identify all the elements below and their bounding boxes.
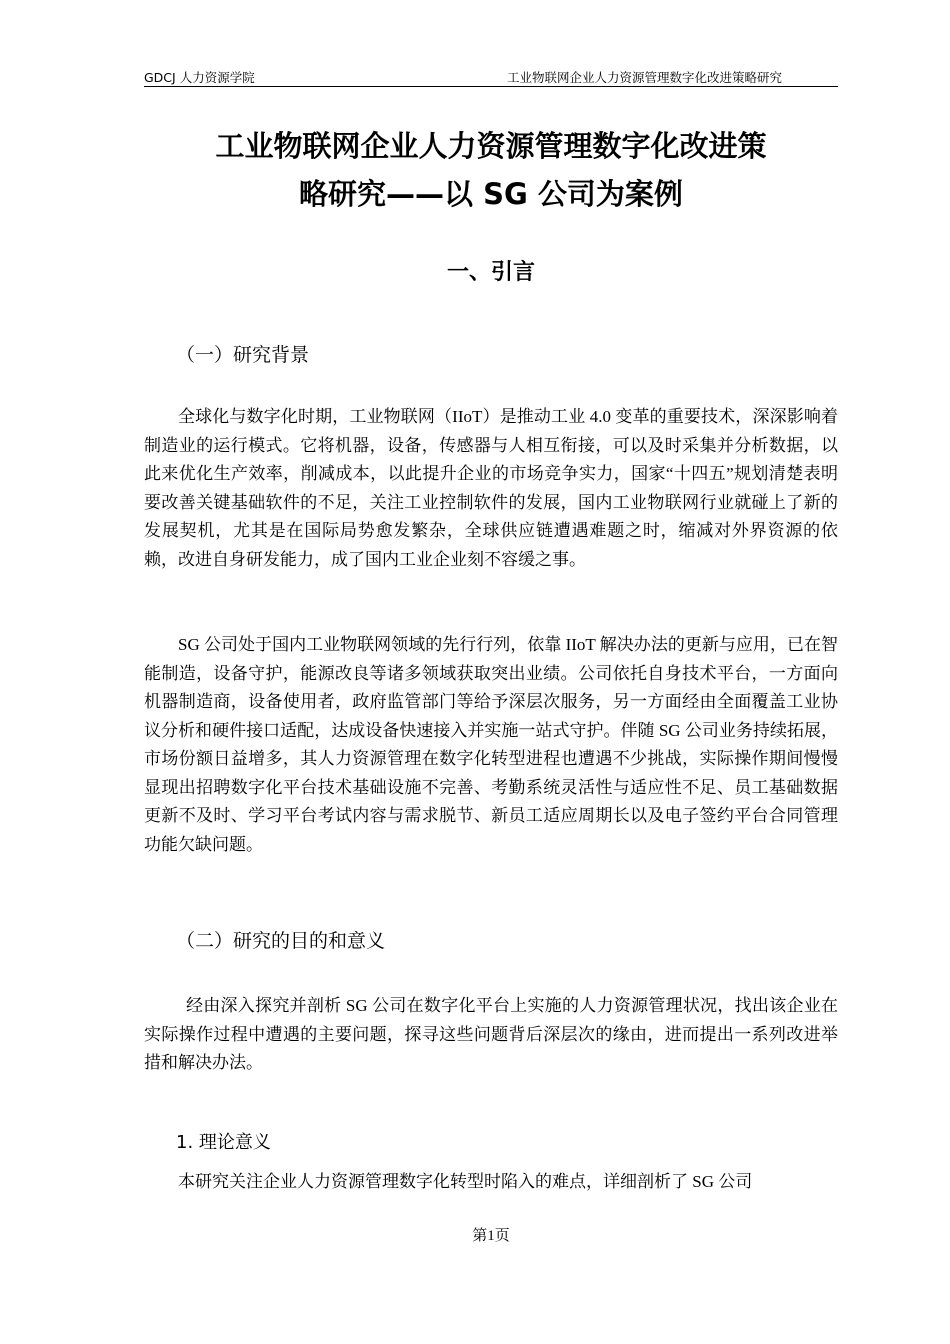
purpose-paragraph: 经由深入探究并剖析 SG 公司在数字化平台上实施的人力资源管理状况，找出该企业在实际操作过程中遭遇的主要问题，探寻这些问题背后深层次的缘由，进而提出一系列改进举措和解决办法。 xyxy=(144,996,838,1072)
paper-title-line-2: 略研究——以 SG 公司为案例 xyxy=(299,177,683,211)
section-heading-introduction: 一、引言 xyxy=(446,260,535,285)
page-header xyxy=(144,66,838,87)
header-running-title: 工业物联网企业人力资源管理数字化改进策略研究 xyxy=(506,70,782,85)
paper-title-line-1: 工业物联网企业人力资源管理数字化改进策 xyxy=(215,129,767,163)
background-paragraph-2: SG 公司处于国内工业物联网领域的先行行列，依靠 IIoT 解决办法的更新与应用，已在智能制造，设备守护，能源改良等诸多领域获取突出业绩。公司依托自身技术平台，一方面向机器制造商，设备使用者，政府监管部门等给予深层次服务，另一方面经由全面覆盖工业协议分析和硬件接口适配，达成设备快速接入并实施一站式守护。伴随 SG 公司业务持续拓展，市场份额日益增多，其人力资源管理在数字化转型进程也遭遇不少挑战，实际操作期间慢慢显现出招聘数字化平台技术基础设施不完善、考勤系统灵活性与适应性不足、员工基础数据更新不及时、学习平台考试内容与需求脱节、新员工适应周期长以及电子签约平台合同管理功能欠缺问题。 xyxy=(144,635,838,854)
page-number: 第1页 xyxy=(472,1228,510,1244)
subsection-heading-purpose: （二）研究的目的和意义 xyxy=(176,930,386,952)
paper-title xyxy=(144,122,838,218)
header-institution: GDCJ 人力资源学院 xyxy=(144,70,255,85)
subsection-heading-background: （一）研究背景 xyxy=(176,344,310,366)
theoretical-significance-paragraph: 本研究关注企业人力资源管理数字化转型时陷入的难点，详细剖析了 SG 公司 xyxy=(178,1172,753,1191)
item-heading-theoretical-significance: 1. 理论意义 xyxy=(176,1132,271,1153)
background-paragraph-1: 全球化与数字化时期，工业物联网（IIoT）是推动工业 4.0 变革的重要技术，深深影响着制造业的运行模式。它将机器，设备，传感器与人相互衔接，可以及时采集并分析数据，以此来优化生产效率，削减成本，以此提升企业的市场竞争实力，国家“十四五”规划清楚表明要改善关键基础软件的不足，关注工业控制软件的发展，国内工业物联网行业就碰上了新的发展契机，尤其是在国际局势愈发繁杂，全球供应链遭遇难题之时，缩减对外界资源的依赖，改进自身研发能力，成了国内工业企业刻不容缓之事。 xyxy=(144,407,838,569)
